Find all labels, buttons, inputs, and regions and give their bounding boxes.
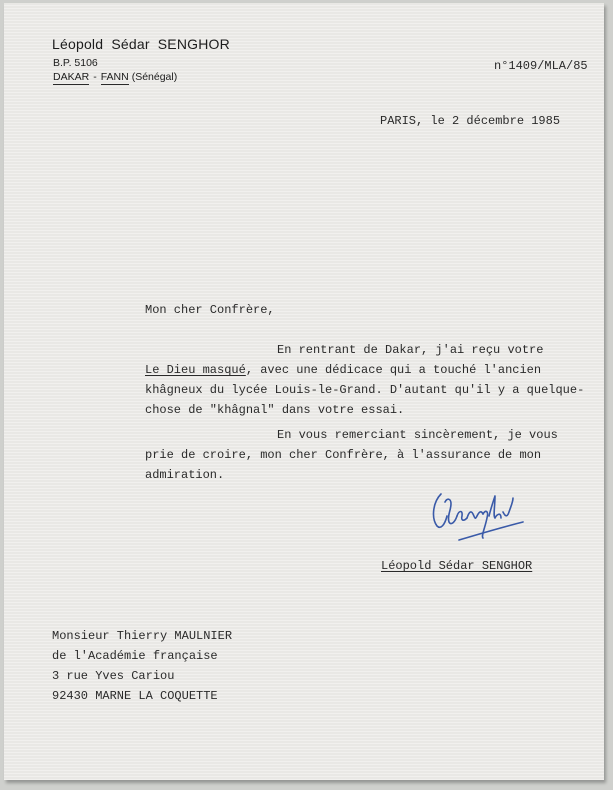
body-line: En rentrant de Dakar, j'ai reçu votre [277, 343, 544, 357]
addressee-city: 92430 MARNE LA COQUETTE [52, 689, 218, 703]
addressee-affiliation: de l'Académie française [52, 649, 218, 663]
body-line: En vous remerciant sincèrement, je vous [277, 428, 558, 442]
letterhead-district: FANN [100, 71, 129, 83]
reference-number: n°1409/MLA/85 [494, 59, 588, 73]
date-line: PARIS, le 2 décembre 1985 [380, 114, 561, 128]
body-line [145, 363, 541, 377]
letterhead-country: (Sénégal) [131, 71, 178, 83]
letterhead-city: DAKAR [53, 71, 90, 83]
addressee-street: 3 rue Yves Cariou [52, 669, 175, 683]
book-title: Le Dieu masqué [145, 363, 246, 377]
typed-signature-name: Léopold Sédar SENGHOR [381, 559, 533, 573]
handwritten-signature [429, 488, 539, 548]
letterhead-name: Léopold Sédar SENGHOR [52, 36, 230, 52]
salutation: Mon cher Confrère, [145, 303, 275, 317]
letter-page [4, 3, 604, 780]
body-line-text: , avec une dédicace qui a touché l'ancien [245, 363, 542, 377]
letterhead-po-box: B.P. 5106 [53, 57, 98, 69]
letterhead-address [53, 71, 177, 83]
body-line: chose de "khâgnal" dans votre essai. [145, 403, 405, 417]
body-line: prie de croire, mon cher Confrère, à l'assurance de mon [145, 448, 542, 462]
letterhead-separator: - [93, 71, 97, 83]
body-line: khâgneux du lycée Louis-le-Grand. D'autant qu'il y a quelque- [145, 383, 585, 397]
body-line: admiration. [145, 468, 225, 482]
addressee-name: Monsieur Thierry MAULNIER [52, 629, 233, 643]
